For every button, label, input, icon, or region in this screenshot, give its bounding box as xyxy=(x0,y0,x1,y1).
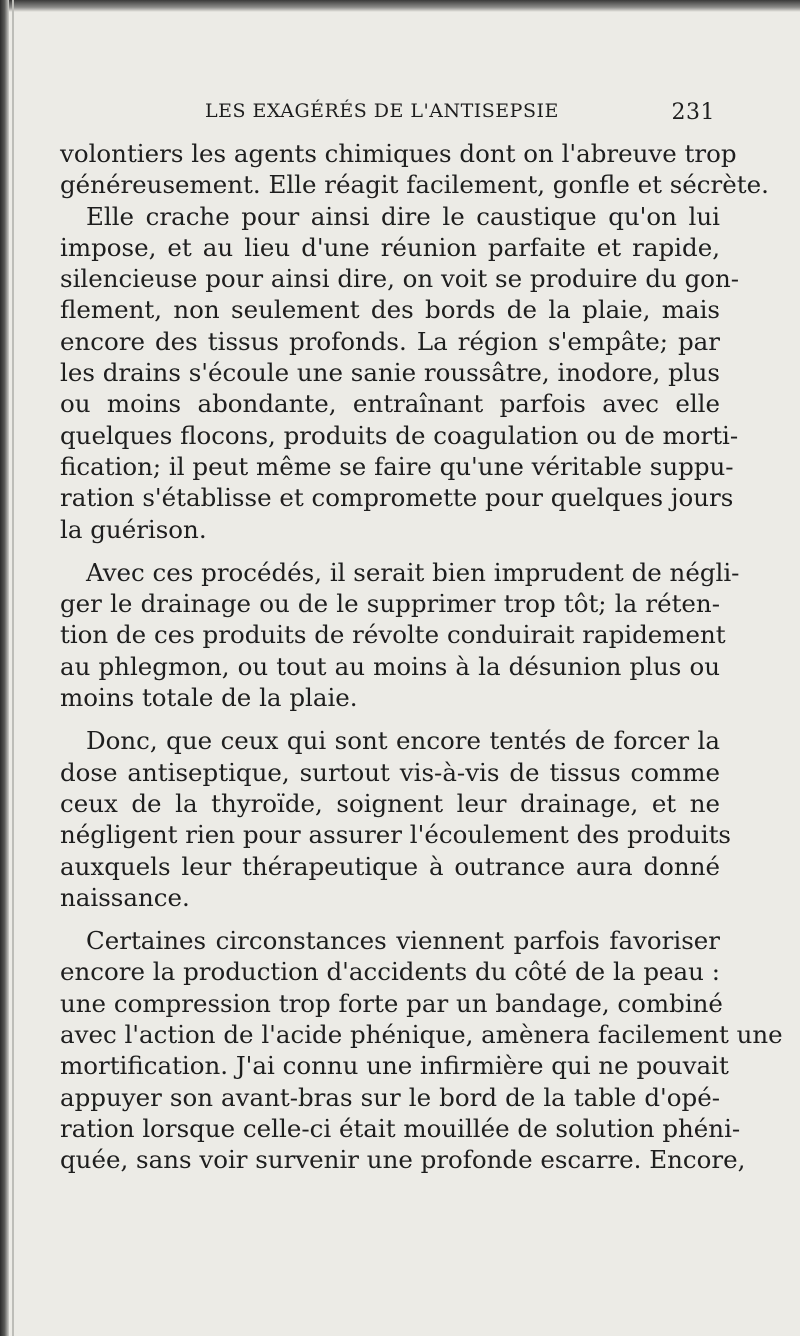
page-header xyxy=(205,100,715,126)
page-top-shadow xyxy=(0,0,800,12)
text-line: ration s'établisse et compromette pour quelques jours xyxy=(60,483,734,513)
text-line: Donc, que ceux qui sont encore tentés de forcer la xyxy=(86,726,720,756)
text-line: auxquels leur thérapeutique à outrance aura donné xyxy=(60,851,720,881)
text-line: négligent rien pour assurer l'écoulement des produits xyxy=(60,820,731,850)
text-line: impose, et au lieu d'une réunion parfaite et rapide, xyxy=(60,232,720,262)
text-line: ration lorsque celle-ci était mouillée de solution phéni- xyxy=(60,1113,741,1143)
text-line: volontiers les agents chimiques dont on l'abreuve trop xyxy=(60,139,737,168)
text-line: ceux de la thyroïde, soignent leur drainage, et ne xyxy=(60,788,720,818)
body-text xyxy=(60,138,783,1176)
text-line: quée, sans voir survenir une profonde escarre. Encore, xyxy=(60,1145,746,1175)
text-line: encore des tissus profonds. La région s'empâte; par xyxy=(60,326,720,356)
text-line: encore la production d'accidents du côté de la peau : xyxy=(60,957,720,987)
book-binding-edge xyxy=(0,0,9,1336)
text-line: dose antiseptique, surtout vis-à-vis de tissus comme xyxy=(60,757,720,787)
paragraph-gap xyxy=(60,545,720,557)
text-line: flement, non seulement des bords de la plaie, mais xyxy=(60,295,720,325)
book-binding-line xyxy=(12,0,14,1336)
page-number: 231 xyxy=(671,100,715,125)
text-line: ger le drainage ou de le supprimer trop tôt; la réten- xyxy=(60,589,720,619)
text-line: Avec ces procédés, il serait bien imprudent de négli- xyxy=(86,557,740,587)
text-line: ou moins abondante, entraînant parfois avec elle xyxy=(60,389,720,419)
text-line: les drains s'écoule une sanie roussâtre, inodore, plus xyxy=(60,358,720,388)
text-line: Elle crache pour ainsi dire le caustique qu'on lui xyxy=(86,201,720,231)
text-line: appuyer son avant-bras sur le bord de la table d'opé- xyxy=(60,1082,720,1112)
running-title: LES EXAGÉRÉS DE L'ANTISEPSIE xyxy=(205,100,559,122)
text-line: mortification. J'ai connu une infirmière qui ne pouvait xyxy=(60,1051,729,1081)
text-line: tion de ces produits de révolte conduirait rapidement xyxy=(60,620,726,650)
text-line: naissance. xyxy=(60,882,190,912)
paragraph-gap xyxy=(60,713,720,725)
text-line: quelques flocons, produits de coagulation ou de morti- xyxy=(60,420,739,450)
text-line: Certaines circonstances viennent parfois favoriser xyxy=(86,926,720,956)
text-line: fication; il peut même se faire qu'une véritable suppu- xyxy=(60,451,734,481)
text-line: généreusement. Elle réagit facilement, gonfle et sécrète. xyxy=(60,170,769,200)
text-line: moins totale de la plaie. xyxy=(60,683,358,713)
text-line: la guérison. xyxy=(60,514,207,544)
text-line: silencieuse pour ainsi dire, on voit se produire du gon- xyxy=(60,264,740,294)
text-line: au phlegmon, ou tout au moins à la désunion plus ou xyxy=(60,651,720,681)
paragraph-gap xyxy=(60,913,720,925)
text-line: une compression trop forte par un bandage, combiné xyxy=(60,988,723,1018)
text-line: avec l'action de l'acide phénique, amènera facilement une xyxy=(60,1020,783,1050)
